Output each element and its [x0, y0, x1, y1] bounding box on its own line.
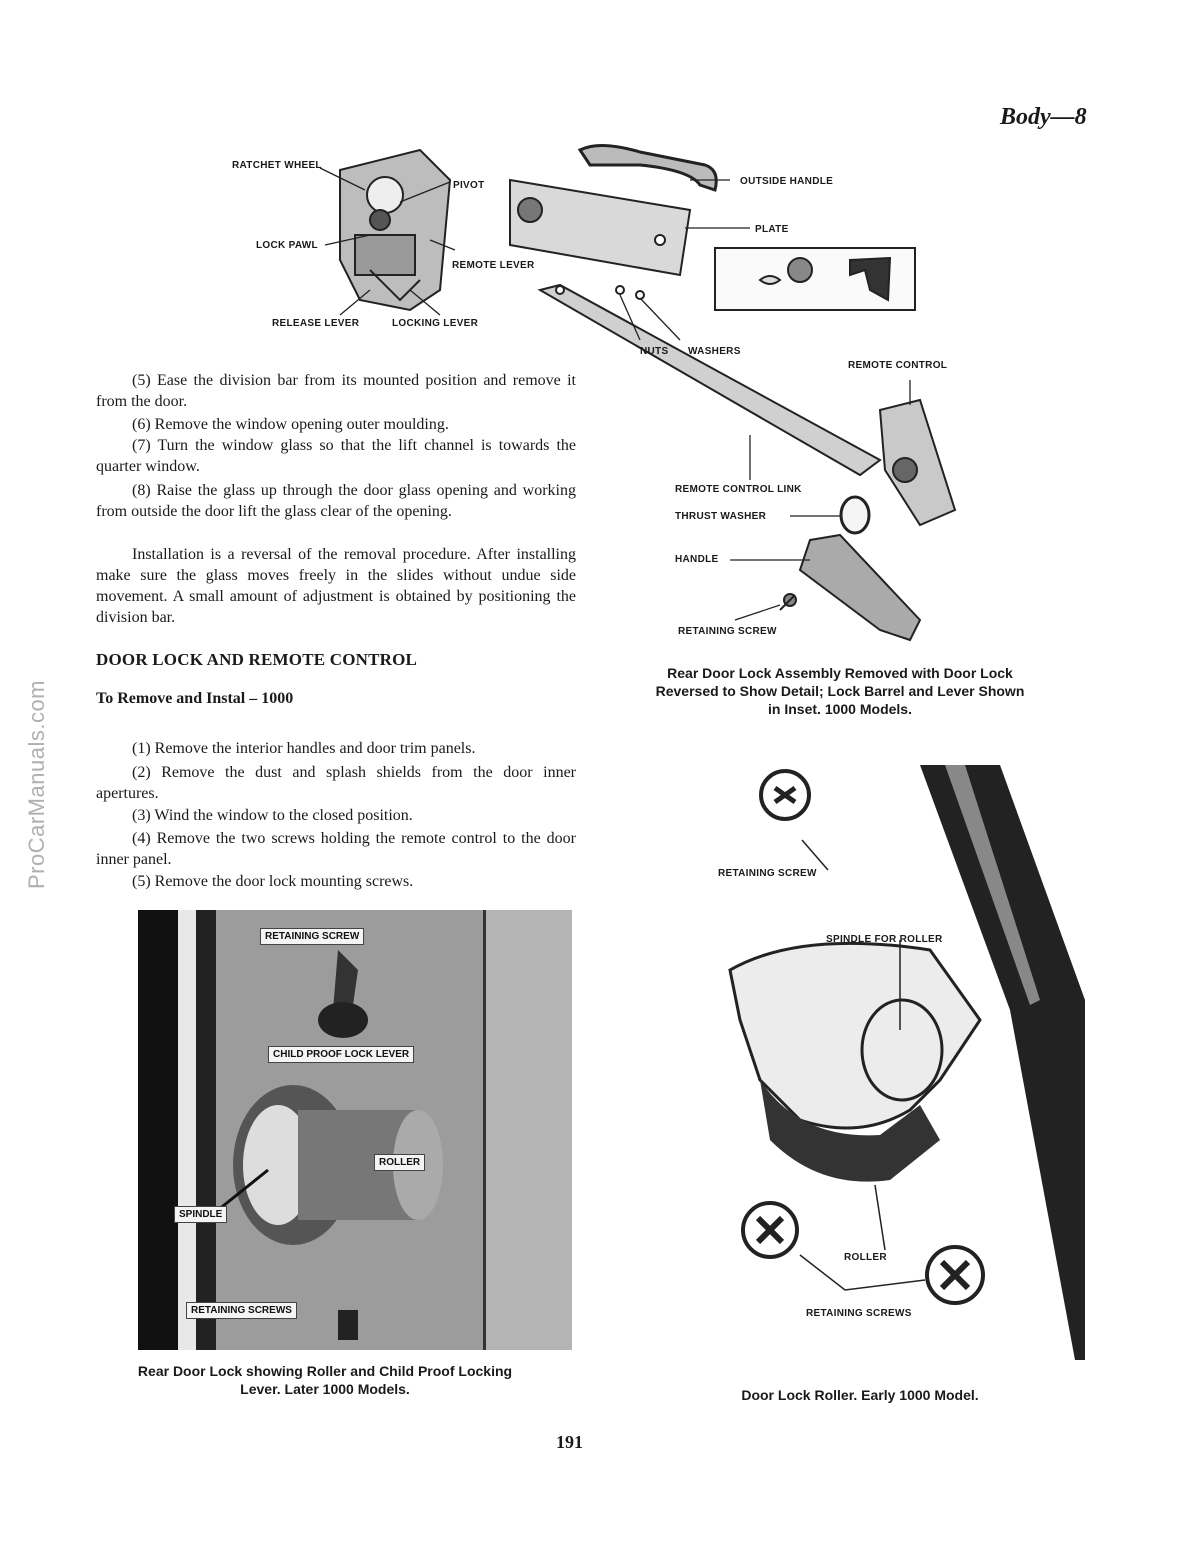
thrust-washer-drawing: [841, 497, 869, 533]
callout-outside-handle: OUTSIDE HANDLE: [740, 176, 834, 187]
door-lock-roller-diagram: [680, 760, 1090, 1370]
step-text: (5) Remove the door lock mounting screws.: [132, 873, 414, 890]
remote-control-link-drawing: [540, 285, 880, 475]
roller-callout-spindle-for-roller: SPINDLE FOR ROLLER: [826, 934, 943, 945]
outside-handle-drawing: [580, 145, 716, 190]
child-proof-lock-photo: [138, 910, 572, 1350]
photo-illustration: [138, 910, 572, 1350]
callout-washers: WASHERS: [688, 346, 741, 357]
figure-top-caption-line-1: Rear Door Lock Assembly Removed with Door Lock: [667, 665, 1013, 681]
roller-callout-roller: ROLLER: [844, 1252, 887, 1263]
step-text: (4) Remove the two screws holding the remote control to the door inner panel.: [96, 830, 576, 868]
paragraph-step-8-raise-glass: [96, 480, 576, 522]
figure-roller-caption: Door Lock Roller. Early 1000 Model.: [741, 1387, 979, 1403]
paragraph-text: (8) Raise the glass up through the door glass opening and working from outside the door lift the glass clear of the opening.: [96, 482, 576, 520]
roller-callout-retaining-screws: RETAINING SCREWS: [806, 1308, 912, 1319]
figure-photo-caption-line-1: Rear Door Lock showing Roller and Child Proof Locking: [137, 1363, 513, 1379]
retaining-screw-drawing: [780, 594, 796, 610]
callout-nuts: NUTS: [640, 346, 669, 357]
plate-drawing: [510, 180, 690, 275]
step-3: [96, 805, 576, 826]
photo-label-retaining-screw: RETAINING SCREW: [260, 928, 364, 945]
handle-drawing: [800, 535, 920, 640]
step-1: [96, 738, 576, 759]
sub-heading: To Remove and Instal – 1000: [96, 690, 294, 707]
callout-pivot: PIVOT: [453, 180, 485, 191]
callout-retaining-screw: RETAINING SCREW: [678, 626, 777, 637]
callout-remote-lever: REMOTE LEVER: [452, 260, 535, 271]
photo-label-child-proof-lock-lever: CHILD PROOF LOCK LEVER: [268, 1046, 414, 1063]
figure-top-caption: [600, 664, 1080, 718]
remote-control-drawing: [880, 400, 955, 525]
callout-release-lever: RELEASE LEVER: [272, 318, 360, 329]
callout-ratchet-wheel: RATCHET WHEEL: [232, 160, 322, 171]
callout-thrust-washer: THRUST WASHER: [675, 511, 767, 522]
paragraph-step-6-moulding: [96, 414, 576, 435]
photo-label-roller: ROLLER: [374, 1154, 425, 1171]
step-5: [96, 871, 576, 892]
watermark-text: ProCarManuals.com: [24, 679, 49, 889]
section-heading: DOOR LOCK AND REMOTE CONTROL: [96, 650, 418, 669]
photo-label-retaining-screws: RETAINING SCREWS: [186, 1302, 297, 1319]
paragraph-installation: [96, 544, 576, 628]
callout-locking-lever: LOCKING LEVER: [392, 318, 479, 329]
step-text: (1) Remove the interior handles and door trim panels.: [132, 740, 476, 757]
callout-remote-control: REMOTE CONTROL: [848, 360, 948, 371]
figure-photo-caption-line-2: Lever. Later 1000 Models.: [240, 1381, 410, 1397]
photo-label-spindle: SPINDLE: [174, 1206, 227, 1223]
callout-plate: PLATE: [755, 224, 789, 235]
figure-top-caption-line-3: in Inset. 1000 Models.: [768, 701, 912, 717]
running-head: Body—8: [1000, 104, 1087, 130]
callout-handle: HANDLE: [675, 554, 719, 565]
paragraph-step-5-division-bar: [96, 370, 576, 412]
callout-lock-pawl: LOCK PAWL: [256, 240, 318, 251]
figure-photo-caption: [80, 1362, 570, 1398]
step-2: [96, 762, 576, 804]
step-4: [96, 828, 576, 870]
paragraph-text: (7) Turn the window glass so that the lift channel is towards the quarter window.: [96, 437, 576, 475]
step-text: (3) Wind the window to the closed position.: [132, 807, 413, 824]
paragraph-text: Installation is a reversal of the removal procedure. After installing make sure the glass moves freely in the slides without undue side movement. A small amount of adjustment is obtained by positioning the division bar.: [96, 546, 576, 626]
lock-mechanism-drawing: [340, 150, 450, 310]
paragraph-text: (6) Remove the window opening outer moulding.: [132, 416, 449, 433]
paragraph-step-7-window-glass: [96, 435, 576, 477]
roller-callout-retaining-screw: RETAINING SCREW: [718, 868, 817, 879]
figure-top-caption-line-2: Reversed to Show Detail; Lock Barrel and Lever Shown: [655, 683, 1025, 699]
callout-remote-control-link: REMOTE CONTROL LINK: [675, 484, 802, 495]
paragraph-text: (5) Ease the division bar from its mounted position and remove it from the door.: [96, 372, 576, 410]
page-number: 191: [556, 1432, 583, 1452]
step-text: (2) Remove the dust and splash shields from the door inner apertures.: [96, 764, 576, 802]
